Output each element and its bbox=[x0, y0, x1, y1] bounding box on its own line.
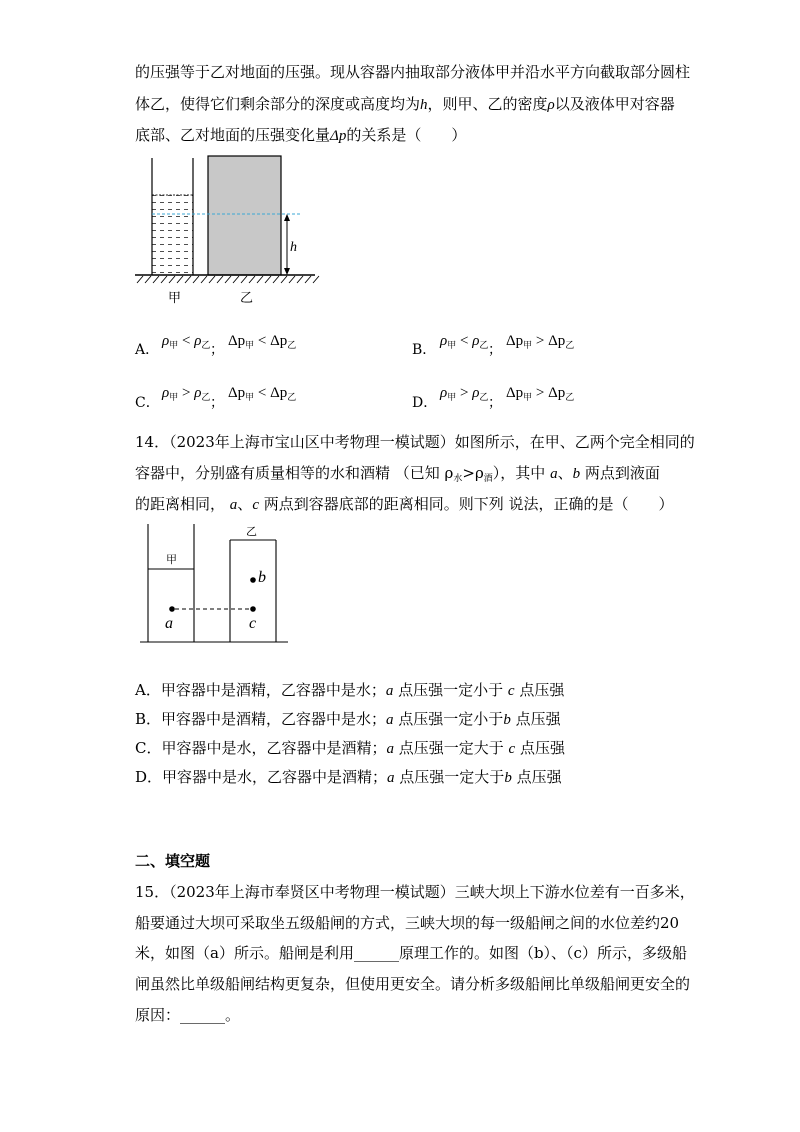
q13-text-line2: 体乙，使得它们剩余部分的深度或高度均为h，则甲、乙的密度ρ以及液体甲对容器 bbox=[135, 95, 675, 113]
ground-hatch-mark bbox=[185, 276, 191, 283]
ground-hatch-mark bbox=[249, 276, 255, 283]
q14-point-b bbox=[250, 577, 256, 583]
ground-hatch-mark bbox=[177, 276, 183, 283]
q13-label-jia: 甲 bbox=[168, 291, 182, 306]
q15-text-line4: 闸虽然比单级船闸结构更复杂，但使用更安全。请分析多级船闸比单级船闸更安全的 bbox=[135, 975, 691, 993]
ground-hatch-mark bbox=[145, 276, 151, 283]
q15-text-line3: 米，如图（a）所示。船闸是利用______原理工作的。如图（b）、（c）所示，多级船 bbox=[135, 944, 687, 962]
ground-hatch-mark bbox=[305, 276, 311, 283]
q15-text-line1: 15．（2023年上海市奉贤区中考物理一模试题）三峡大坝上下游水位差有一百多米， bbox=[135, 883, 695, 901]
q13-option-d-dp: $\Delta p_甲 > \Delta p_乙$ bbox=[506, 385, 575, 402]
q13-var-rho: ρ bbox=[547, 97, 555, 113]
ground-hatch-mark bbox=[257, 276, 263, 283]
q15-text-line2: 船要通过大坝可采取坐五级船闸的方式，三峡大坝的每一级船闸之间的水位差约20 bbox=[135, 914, 680, 932]
q13-option-a[interactable]: A． bbox=[135, 342, 160, 358]
q14-text-line2: 容器中，分别盛有质量相等的水和酒精 （已知 $\rho_水>\rho_酒$），其中 a、b 两点到液面 bbox=[135, 464, 660, 484]
ground-hatch-mark bbox=[225, 276, 231, 283]
q14-label-c: c bbox=[249, 615, 257, 632]
ground-hatch-mark bbox=[193, 276, 199, 283]
q14-label-jia: 甲 bbox=[166, 553, 177, 566]
q13-option-d[interactable]: D． bbox=[412, 395, 438, 411]
q14-option-a[interactable]: A．甲容器中是酒精，乙容器中是水；a 点压强一定小于 c 点压强 bbox=[135, 681, 565, 699]
q13-option-b-rho: $\rho_甲 < \rho_乙$ bbox=[440, 333, 489, 350]
ground-hatch-mark bbox=[217, 276, 223, 283]
q13-option-c[interactable]: C． bbox=[135, 395, 160, 411]
q13-var-h: h bbox=[420, 97, 428, 113]
q14-text-line3: 的距离相同， a、c 两点到容器底部的距离相同。则下列 说法，正确的是（ ） bbox=[135, 495, 674, 513]
q13-option-a-dp: $\Delta p_甲 < \Delta p_乙$ bbox=[228, 333, 297, 350]
q13-option-a-rho: $\rho_甲 < \rho_乙$ bbox=[162, 333, 211, 350]
ground-hatch-mark bbox=[281, 276, 287, 283]
ground-hatch-mark bbox=[201, 276, 207, 283]
q14-point-a bbox=[169, 606, 175, 612]
q14-option-b[interactable]: B．甲容器中是酒精，乙容器中是水；a 点压强一定小于b 点压强 bbox=[135, 710, 561, 728]
ground-hatch-mark bbox=[169, 276, 175, 283]
section-title-fill-in: 二、填空题 bbox=[135, 852, 211, 870]
ground-hatch-mark bbox=[233, 276, 239, 283]
q14-label-b: b bbox=[258, 569, 266, 586]
q13-figure bbox=[135, 150, 315, 310]
q13-text-line1: 的压强等于乙对地面的压强。现从容器内抽取部分液体甲并沿水平方向截取部分圆柱 bbox=[135, 63, 691, 81]
q13-liquid-jia bbox=[152, 195, 193, 275]
ground-hatch-mark bbox=[289, 276, 295, 283]
ground-hatch-mark bbox=[265, 276, 271, 283]
ground-hatch-mark bbox=[161, 276, 167, 283]
ground-hatch-mark bbox=[273, 276, 279, 283]
ground-hatch-mark bbox=[137, 276, 143, 283]
q13-var-dp: Δp bbox=[330, 128, 347, 144]
q13-option-b-dp: $\Delta p_甲 > \Delta p_乙$ bbox=[506, 333, 575, 350]
q14-option-d[interactable]: D．甲容器中是水，乙容器中是酒精；a 点压强一定大于b 点压强 bbox=[135, 768, 562, 786]
q14-label-a: a bbox=[165, 615, 173, 632]
ground-hatch-mark bbox=[153, 276, 159, 283]
ground-hatch-mark bbox=[313, 276, 319, 283]
q14-figure bbox=[140, 522, 300, 647]
q13-option-b[interactable]: B． bbox=[412, 342, 437, 358]
q13-cylinder-yi bbox=[208, 156, 281, 275]
ground-hatch-mark bbox=[297, 276, 303, 283]
q14-text-line1: 14．（2023年上海市宝山区中考物理一模试题）如图所示，在甲、乙两个完全相同的 bbox=[135, 433, 695, 451]
q13-option-d-rho: $\rho_甲 > \rho_乙$ bbox=[440, 385, 489, 402]
q14-option-c[interactable]: C．甲容器中是水，乙容器中是酒精；a 点压强一定大于 c 点压强 bbox=[135, 739, 565, 757]
q13-label-h: h bbox=[290, 240, 297, 255]
q15-text-line5: 原因：______。 bbox=[135, 1006, 241, 1024]
q13-option-c-dp: $\Delta p_甲 < \Delta p_乙$ bbox=[228, 385, 297, 402]
ground-hatch-mark bbox=[241, 276, 247, 283]
q13-text-line3: 底部、乙对地面的压强变化量Δp的关系是（ ） bbox=[135, 126, 467, 144]
q14-label-yi: 乙 bbox=[246, 525, 257, 538]
q14-point-c bbox=[250, 606, 256, 612]
q13-label-yi: 乙 bbox=[240, 291, 254, 306]
ground-hatch-mark bbox=[209, 276, 215, 283]
q13-option-c-rho: $\rho_甲 > \rho_乙$ bbox=[162, 385, 211, 402]
